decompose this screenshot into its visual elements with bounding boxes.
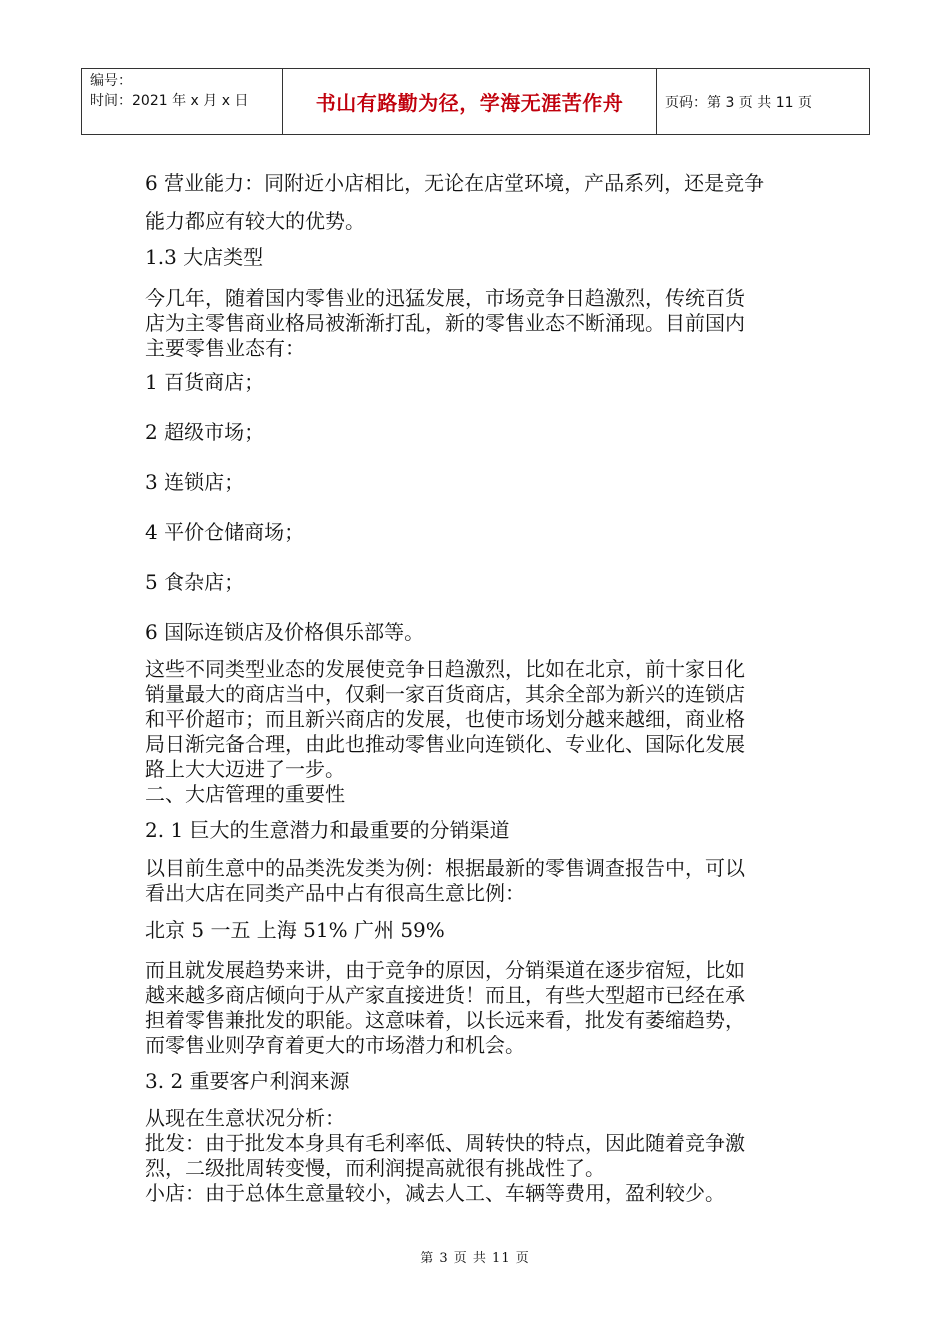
header-motto: 书山有路勤为径，学海无涯苦作舟 bbox=[283, 69, 657, 134]
section-heading: 1.3 大店类型 bbox=[145, 245, 264, 269]
paragraph-line: 烈，二级批周转变慢，而利润提高就很有挑战性了。 bbox=[145, 1156, 605, 1180]
paragraph-line: 担着零售兼批发的职能。这意味着，以长远来看，批发有萎缩趋势， bbox=[145, 1008, 745, 1032]
section-heading: 3. 2 重要客户利润来源 bbox=[145, 1069, 350, 1093]
paragraph-line: 主要零售业态有： bbox=[145, 336, 305, 360]
list-item: 1 百货商店； bbox=[145, 370, 265, 394]
list-item: 4 平价仓储商场； bbox=[145, 520, 305, 544]
section-heading: 2. 1 巨大的生意潜力和最重要的分销渠道 bbox=[145, 818, 510, 842]
paragraph-line: 这些不同类型业态的发展使竞争日趋激烈，比如在北京，前十家日化 bbox=[145, 657, 745, 681]
stats-line: 北京 5 一五 上海 51% 广州 59% bbox=[145, 918, 445, 942]
paragraph-line: 局日渐完备合理，由此也推动零售业向连锁化、专业化、国际化发展 bbox=[145, 732, 745, 756]
page-footer: 第 3 页 共 11 页 bbox=[420, 1251, 530, 1266]
list-item: 3 连锁店； bbox=[145, 470, 245, 494]
number-label: 编号： bbox=[90, 73, 132, 89]
paragraph-line: 而零售业则孕育着更大的市场潜力和机会。 bbox=[145, 1033, 525, 1057]
list-item: 6 国际连锁店及价格俱乐部等。 bbox=[145, 620, 425, 644]
paragraph-line: 能力都应有较大的优势。 bbox=[145, 209, 365, 233]
paragraph-line: 而且就发展趋势来讲，由于竞争的原因，分销渠道在逐步宿短，比如 bbox=[145, 958, 745, 982]
paragraph-line: 从现在生意状况分析： bbox=[145, 1106, 345, 1130]
paragraph-line: 以目前生意中的品类洗发类为例：根据最新的零售调查报告中，可以 bbox=[145, 856, 745, 880]
paragraph-line: 店为主零售商业格局被渐渐打乱，新的零售业态不断涌现。目前国内 bbox=[145, 311, 745, 335]
document-header bbox=[81, 68, 870, 135]
section-heading: 二、大店管理的重要性 bbox=[145, 782, 345, 806]
paragraph-line: 路上大大迈进了一步。 bbox=[145, 757, 345, 781]
paragraph-line: 和平价超市；而且新兴商店的发展，也使市场划分越来越细，商业格 bbox=[145, 707, 745, 731]
list-item: 5 食杂店； bbox=[145, 570, 245, 594]
paragraph-line: 销量最大的商店当中，仅剩一家百货商店，其余全部为新兴的连锁店 bbox=[145, 682, 745, 706]
list-item: 2 超级市场； bbox=[145, 420, 265, 444]
paragraph-line: 6 营业能力：同附近小店相比，无论在店堂环境，产品系列，还是竞争 bbox=[145, 171, 765, 195]
paragraph-line: 小店：由于总体生意量较小，减去人工、车辆等费用，盈利较少。 bbox=[145, 1181, 725, 1205]
paragraph-line: 批发：由于批发本身具有毛利率低、周转快的特点，因此随着竞争激 bbox=[145, 1131, 745, 1155]
header-meta bbox=[82, 69, 283, 134]
paragraph-line: 今几年，随着国内零售业的迅猛发展，市场竞争日趋激烈，传统百货 bbox=[145, 286, 745, 310]
header-page-code: 页码：第 3 页 共 11 页 bbox=[665, 94, 812, 111]
paragraph-line: 越来越多商店倾向于从产家直接进货！而且，有些大型超市已经在承 bbox=[145, 983, 745, 1007]
date-label: 时间：2021 年 x 月 x 日 bbox=[90, 93, 249, 109]
paragraph-line: 看出大店在同类产品中占有很高生意比例： bbox=[145, 881, 525, 905]
